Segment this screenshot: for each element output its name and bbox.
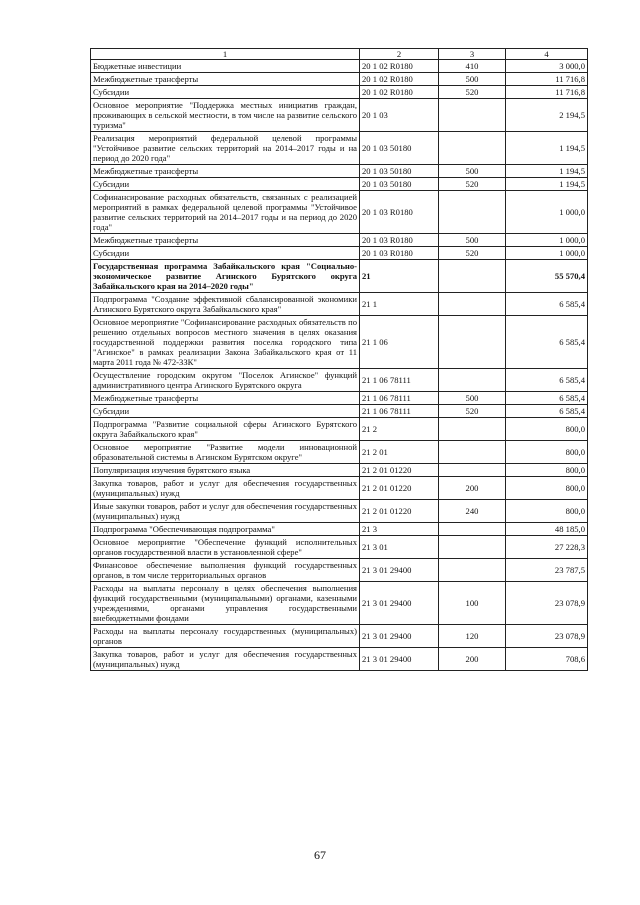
row-name-cell: Закупка товаров, работ и услуг для обеспечения государственных (муниципальных) нужд (91, 477, 360, 500)
row-code-cell: 21 3 01 29400 (360, 625, 439, 648)
row-type-cell: 500 (439, 234, 506, 247)
row-code-cell: 21 3 (360, 523, 439, 536)
row-name-cell: Государственная программа Забайкальского края "Социально-экономическое развитие Агинского Бурятского округа Забайкальского края на 2014–2020 годы" (91, 260, 360, 293)
budget-table (90, 48, 588, 671)
row-code-cell: 21 (360, 260, 439, 293)
row-code-cell: 20 1 03 50180 (360, 165, 439, 178)
row-amount-cell: 23 078,9 (506, 625, 588, 648)
table-row (91, 191, 588, 234)
row-amount-cell: 1 000,0 (506, 234, 588, 247)
row-amount-cell: 800,0 (506, 500, 588, 523)
row-name-cell: Подпрограмма "Развитие социальной сферы Агинского Бурятского округа Забайкальского края" (91, 418, 360, 441)
table-row (91, 293, 588, 316)
row-amount-cell: 6 585,4 (506, 293, 588, 316)
row-amount-cell: 6 585,4 (506, 405, 588, 418)
row-code-cell: 21 1 06 78111 (360, 405, 439, 418)
row-amount-cell: 800,0 (506, 464, 588, 477)
table-row (91, 178, 588, 191)
table-row (91, 582, 588, 625)
row-code-cell: 21 1 06 78111 (360, 392, 439, 405)
row-amount-cell: 55 570,4 (506, 260, 588, 293)
row-name-cell: Финансовое обеспечение выполнения функций государственных органов, в том числе территориальных органов (91, 559, 360, 582)
row-type-cell (439, 316, 506, 369)
column-header-code: 2 (360, 49, 439, 60)
table-row (91, 625, 588, 648)
row-code-cell: 21 3 01 29400 (360, 582, 439, 625)
row-type-cell: 200 (439, 648, 506, 671)
column-header-type: 3 (439, 49, 506, 60)
row-amount-cell: 6 585,4 (506, 392, 588, 405)
row-amount-cell: 1 194,5 (506, 165, 588, 178)
row-name-cell: Основное мероприятие "Поддержка местных инициатив граждан, проживающих в сельской местности, в том числе на развитие сельского туризма" (91, 99, 360, 132)
table-header-row (91, 49, 588, 60)
row-name-cell: Популяризация изучения бурятского языка (91, 464, 360, 477)
row-name-cell: Реализация мероприятий федеральной целевой программы "Устойчивое развитие сельских территорий на 2014–2017 годы и на период до 2020 года" (91, 132, 360, 165)
table-row (91, 559, 588, 582)
table-row (91, 523, 588, 536)
row-code-cell: 21 1 06 78111 (360, 369, 439, 392)
table-row (91, 392, 588, 405)
row-name-cell: Подпрограмма "Обеспечивающая подпрограмма" (91, 523, 360, 536)
row-code-cell: 21 2 01 01220 (360, 464, 439, 477)
row-name-cell: Межбюджетные трансферты (91, 234, 360, 247)
column-header-name: 1 (91, 49, 360, 60)
row-amount-cell: 800,0 (506, 441, 588, 464)
row-code-cell: 20 1 03 50180 (360, 132, 439, 165)
row-type-cell (439, 523, 506, 536)
row-name-cell: Осуществление городским округом "Поселок Агинское" функций административного центра Агинского Бурятского округа (91, 369, 360, 392)
table-row (91, 234, 588, 247)
row-code-cell: 21 3 01 29400 (360, 648, 439, 671)
table-body (91, 60, 588, 671)
row-amount-cell: 11 716,8 (506, 86, 588, 99)
row-code-cell: 21 3 01 (360, 536, 439, 559)
row-name-cell: Расходы на выплаты персоналу в целях обеспечения выполнения функций государственными (муниципальными) органами, казенными учреждениями, органами управления государственными внебюджетными фондами (91, 582, 360, 625)
row-amount-cell: 3 000,0 (506, 60, 588, 73)
row-code-cell: 20 1 02 R0180 (360, 60, 439, 73)
row-amount-cell: 1 194,5 (506, 132, 588, 165)
row-amount-cell: 800,0 (506, 418, 588, 441)
row-name-cell: Межбюджетные трансферты (91, 392, 360, 405)
row-type-cell: 520 (439, 178, 506, 191)
row-name-cell: Субсидии (91, 247, 360, 260)
row-name-cell: Основное мероприятие "Развитие модели инновационной образовательной системы в Агинском Бурятском округе" (91, 441, 360, 464)
row-amount-cell: 27 228,3 (506, 536, 588, 559)
row-amount-cell: 6 585,4 (506, 369, 588, 392)
row-type-cell: 410 (439, 60, 506, 73)
row-type-cell (439, 132, 506, 165)
table-row (91, 418, 588, 441)
row-name-cell: Закупка товаров, работ и услуг для обеспечения государственных (муниципальных) нужд (91, 648, 360, 671)
row-type-cell: 240 (439, 500, 506, 523)
table-row (91, 464, 588, 477)
table-row (91, 132, 588, 165)
row-amount-cell: 23 078,9 (506, 582, 588, 625)
row-name-cell: Бюджетные инвестиции (91, 60, 360, 73)
row-type-cell: 520 (439, 86, 506, 99)
row-name-cell: Межбюджетные трансферты (91, 73, 360, 86)
table-row (91, 441, 588, 464)
row-amount-cell: 2 194,5 (506, 99, 588, 132)
row-type-cell: 520 (439, 405, 506, 418)
table-row (91, 260, 588, 293)
row-code-cell: 20 1 03 50180 (360, 178, 439, 191)
row-name-cell: Межбюджетные трансферты (91, 165, 360, 178)
row-code-cell: 20 1 03 (360, 99, 439, 132)
row-amount-cell: 23 787,5 (506, 559, 588, 582)
row-amount-cell: 800,0 (506, 477, 588, 500)
table-row (91, 536, 588, 559)
row-code-cell: 21 2 01 (360, 441, 439, 464)
row-amount-cell: 1 000,0 (506, 191, 588, 234)
table-row (91, 477, 588, 500)
row-amount-cell: 6 585,4 (506, 316, 588, 369)
table-row (91, 316, 588, 369)
row-type-cell: 120 (439, 625, 506, 648)
row-type-cell (439, 559, 506, 582)
row-type-cell (439, 293, 506, 316)
row-name-cell: Расходы на выплаты персоналу государственных (муниципальных) органов (91, 625, 360, 648)
row-type-cell (439, 536, 506, 559)
table-row (91, 99, 588, 132)
table-row (91, 86, 588, 99)
row-code-cell: 21 1 06 (360, 316, 439, 369)
row-code-cell: 20 1 03 R0180 (360, 247, 439, 260)
row-amount-cell: 1 000,0 (506, 247, 588, 260)
row-type-cell: 500 (439, 392, 506, 405)
row-name-cell: Субсидии (91, 86, 360, 99)
table-row (91, 247, 588, 260)
row-name-cell: Иные закупки товаров, работ и услуг для обеспечения государственных (муниципальных) нужд (91, 500, 360, 523)
table-row (91, 60, 588, 73)
row-code-cell: 20 1 03 R0180 (360, 191, 439, 234)
table-row (91, 405, 588, 418)
row-code-cell: 21 2 01 01220 (360, 500, 439, 523)
row-type-cell: 200 (439, 477, 506, 500)
row-amount-cell: 708,6 (506, 648, 588, 671)
row-type-cell: 500 (439, 73, 506, 86)
row-code-cell: 21 3 01 29400 (360, 559, 439, 582)
row-type-cell (439, 99, 506, 132)
page-number: 67 (314, 848, 326, 862)
table-row (91, 648, 588, 671)
row-name-cell: Софинансирование расходных обязательств, связанных с реализацией мероприятий в рамках федеральной целевой программы "Устойчивое развитие сельских территорий на 2014–2017 годы и на период до 2020 года" (91, 191, 360, 234)
row-type-cell (439, 464, 506, 477)
table-row (91, 73, 588, 86)
table-row (91, 165, 588, 178)
row-code-cell: 21 2 (360, 418, 439, 441)
column-header-amount: 4 (506, 49, 588, 60)
row-type-cell (439, 441, 506, 464)
table-row (91, 369, 588, 392)
row-code-cell: 21 1 (360, 293, 439, 316)
row-name-cell: Субсидии (91, 405, 360, 418)
row-code-cell: 20 1 02 R0180 (360, 86, 439, 99)
row-type-cell (439, 191, 506, 234)
row-code-cell: 20 1 03 R0180 (360, 234, 439, 247)
row-amount-cell: 48 185,0 (506, 523, 588, 536)
row-type-cell: 520 (439, 247, 506, 260)
row-amount-cell: 1 194,5 (506, 178, 588, 191)
row-type-cell: 500 (439, 165, 506, 178)
table-row (91, 500, 588, 523)
row-amount-cell: 11 716,8 (506, 73, 588, 86)
row-type-cell (439, 418, 506, 441)
row-name-cell: Подпрограмма "Создание эффективной сбалансированной экономики Агинского Бурятского округа Забайкальского края" (91, 293, 360, 316)
row-type-cell: 100 (439, 582, 506, 625)
row-type-cell (439, 260, 506, 293)
row-name-cell: Основное мероприятие "Обеспечение функций исполнительных органов государственной власти в установленной сфере" (91, 536, 360, 559)
row-name-cell: Основное мероприятие "Софинансирование расходных обязательств по решению отдельных вопросов местного значения в целях оказания государственной поддержки развития поселка городского типа "Агинское" в рамках реализации Закона Забайкальского края от 11 марта 2011 года № 472-ЗЗК" (91, 316, 360, 369)
row-name-cell: Субсидии (91, 178, 360, 191)
row-type-cell (439, 369, 506, 392)
row-code-cell: 20 1 02 R0180 (360, 73, 439, 86)
row-code-cell: 21 2 01 01220 (360, 477, 439, 500)
